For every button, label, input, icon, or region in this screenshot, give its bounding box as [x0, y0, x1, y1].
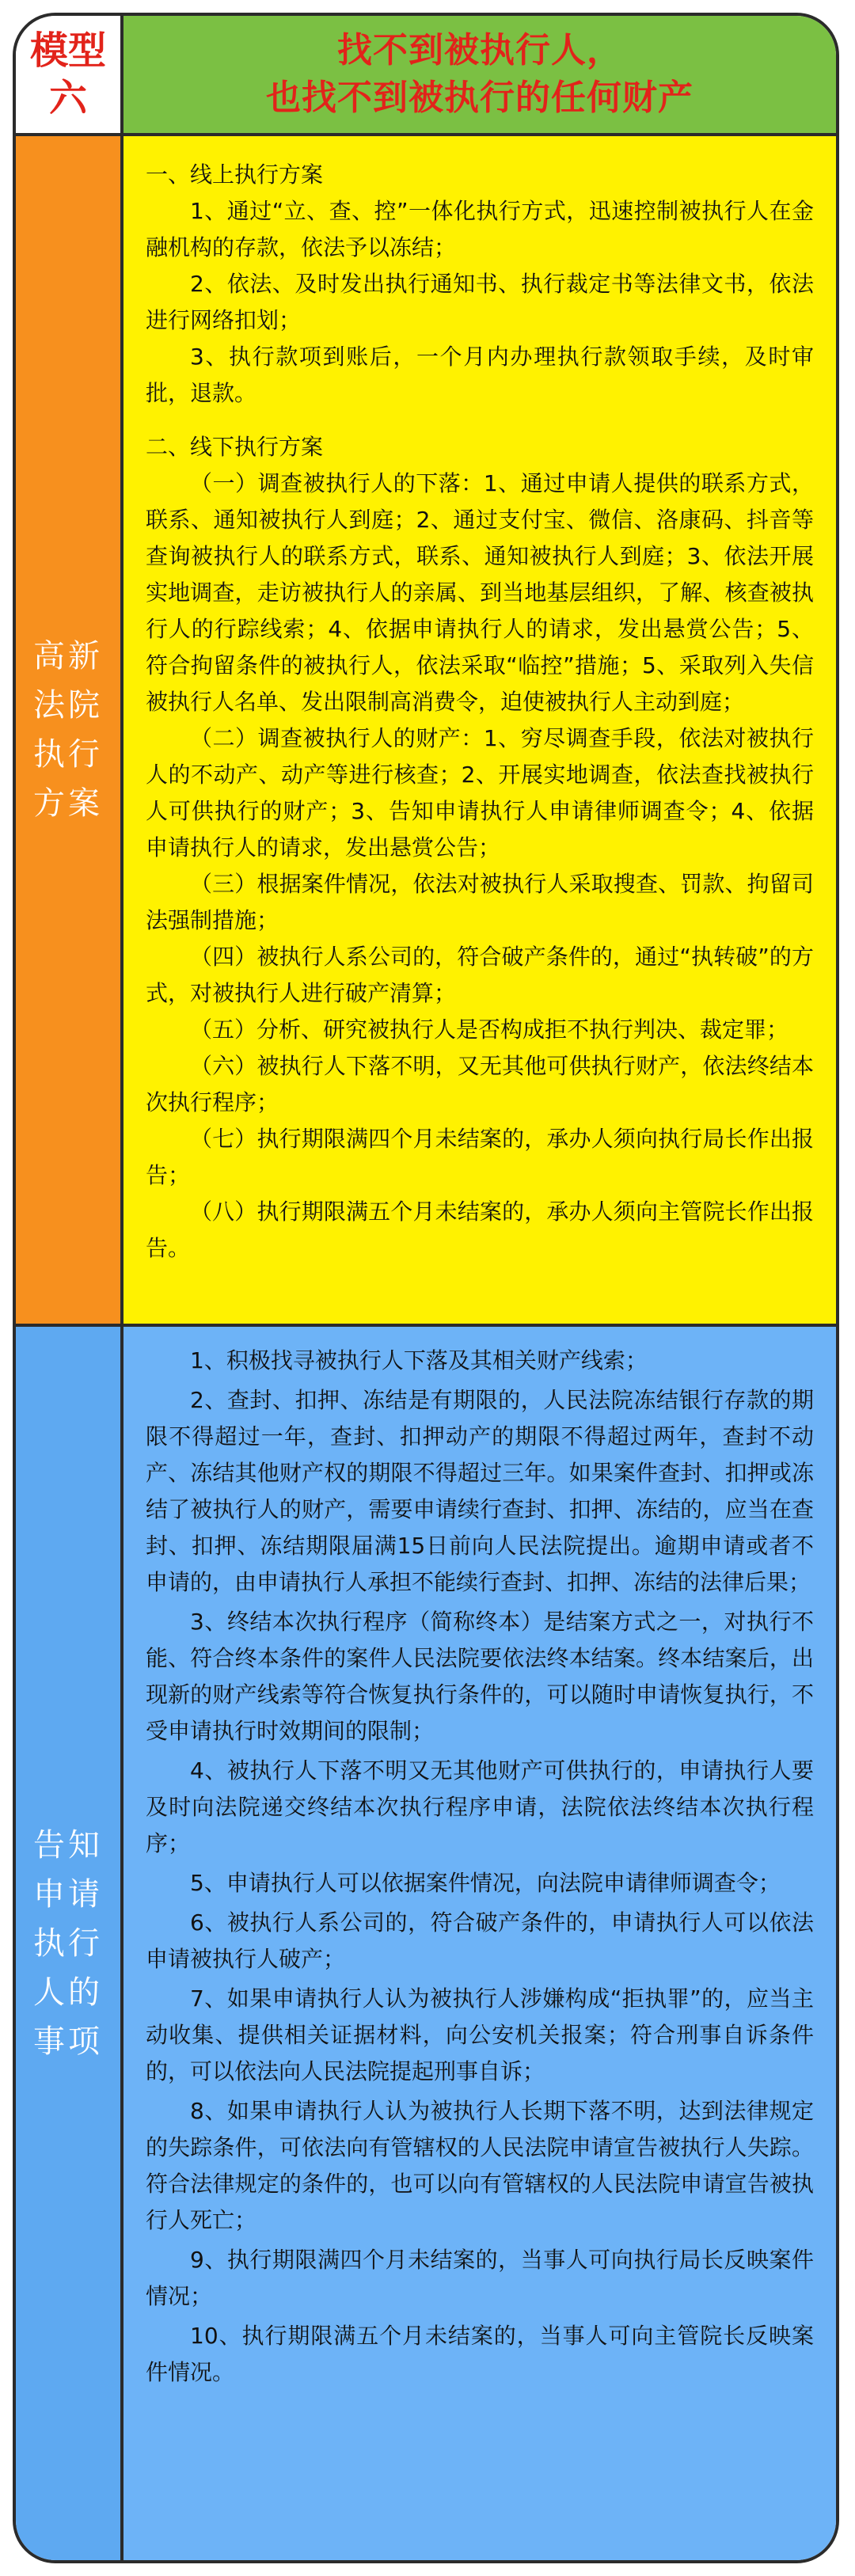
offline-plan-heading: 二、线下执行方案 — [146, 434, 324, 460]
online-plan-item: 2、依法、及时发出执行通知书、执行裁定书等法律文书，依法进行网络扣划； — [146, 271, 814, 333]
label-line: 执行 — [33, 736, 103, 773]
notice-item: 6、被执行人系公司的，符合破产条件的，申请执行人可以依法申请被执行人破产； — [146, 1909, 814, 1972]
label-line: 申请 — [33, 1876, 103, 1913]
label-line: 事项 — [33, 2023, 103, 2060]
label-line: 方案 — [33, 785, 103, 822]
notice-item: 8、如果申请执行人认为被执行人长期下落不明，达到法律规定的失踪条件，可依法向有管辖权的人民法院申请宣告被执行人失踪。符合法律规定的条件的，也可以向有管辖权的人民法院申请宣告被执行人死亡； — [146, 2098, 814, 2233]
offline-plan-item: （七）执行期限满四个月未结案的，承办人须向执行局长作出报告； — [146, 1126, 814, 1188]
notice-item: 3、终结本次执行程序（简称终本）是结案方式之一，对执行不能、符合终本条件的案件人民法院要依法终本结案。终本结案后，出现新的财产线索等符合恢复执行条件的，可以随时申请恢复执行，不受申请执行时效期间的限制； — [146, 1609, 814, 1744]
model-label-cell — [16, 16, 124, 136]
offline-plan-item: （六）被执行人下落不明，又无其他可供执行财产，依法终结本次执行程序； — [146, 1053, 814, 1115]
offline-plan-item: （五）分析、研究被执行人是否构成拒不执行判决、裁定罪； — [190, 1016, 789, 1043]
model-six-card — [13, 13, 839, 2563]
execution-plan-content — [124, 136, 836, 1327]
execution-plan-label — [33, 632, 103, 828]
notice-item: 9、执行期限满四个月未结案的，当事人可向执行局长反映案件情况； — [146, 2247, 814, 2309]
model-label-line1: 模型 — [29, 28, 106, 73]
label-line: 高新 — [33, 638, 103, 674]
notice-item: 2、查封、扣押、冻结是有期限的，人民法院冻结银行存款的期限不得超过一年，查封、扣押动产的期限不得超过两年，查封不动产、冻结其他财产权的期限不得超过三年。如果案件查封、扣押或冻结了被执行人的财产，需要申请续行查封、扣押、冻结的，应当在查封、扣押、冻结期限届满15日前向人民法院提出。逾期申请或者不申请的，由申请执行人承担不能续行查封、扣押、冻结的法律后果； — [146, 1387, 814, 1595]
model-title-line1: 找不到被执行人， — [337, 30, 622, 70]
model-title-cell — [124, 16, 836, 136]
offline-plan-item: （一）调查被执行人的下落：1、通过申请人提供的联系方式，联系、通知被执行人到庭；2、通过支付宝、微信、洛康码、抖音等查询被执行人的联系方式，联系、通知被执行人到庭；3、依法开展实地调查，走访被执行人的亲属、到当地基层组织，了解、核查被执行人的行踪线索；4、依据申请执行人的请求，发出悬赏公告；5、符合拘留条件的被执行人，依法采取“临控”措施；5、采取列入失信被执行人名单、发出限制高消费令，迫使被执行人主动到庭； — [146, 470, 814, 715]
model-label-line2: 六 — [48, 76, 87, 120]
execution-plan-label-cell — [16, 136, 124, 1327]
offline-plan-item: （四）被执行人系公司的，符合破产条件的，通过“执转破”的方式，对被执行人进行破产清算； — [146, 944, 814, 1006]
online-plan-heading: 一、线上执行方案 — [146, 161, 324, 188]
label-line: 执行 — [33, 1925, 103, 1962]
label-line: 告知 — [33, 1827, 103, 1864]
model-table — [16, 16, 836, 2560]
applicant-notice-content — [124, 1327, 836, 2560]
online-plan-item: 1、通过“立、查、控”一体化执行方式，迅速控制被执行人在金融机构的存款，依法予以冻结； — [146, 198, 814, 260]
notice-item: 10、执行期限满五个月未结案的，当事人可向主管院长反映案件情况。 — [146, 2323, 814, 2385]
offline-plan-item: （八）执行期限满五个月未结案的，承办人须向主管院长作出报告。 — [146, 1199, 814, 1261]
offline-plan-item: （三）根据案件情况，依法对被执行人采取搜查、罚款、拘留司法强制措施； — [146, 871, 814, 933]
label-line: 法院 — [33, 687, 103, 724]
notice-item: 4、被执行人下落不明又无其他财产可供执行的，申请执行人要及时向法院递交终结本次执行程序申请，法院依法终结本次执行程序； — [146, 1757, 814, 1856]
offline-plan-item: （二）调查被执行人的财产：1、穷尽调查手段，依法对被执行人的不动产、动产等进行核查；2、开展实地调查，依法查找被执行人可供执行的财产；3、告知申请执行人申请律师调查令；4、依据申请执行人的请求，发出悬赏公告； — [146, 725, 814, 861]
online-plan-item: 3、执行款项到账后，一个月内办理执行款领取手续，及时审批，退款。 — [146, 344, 814, 406]
applicant-notice-label-cell — [16, 1327, 124, 2560]
model-title-line2: 也找不到被执行的任何财产 — [266, 78, 694, 118]
notice-item: 7、如果申请执行人认为被执行人涉嫌构成“拒执罪”的，应当主动收集、提供相关证据材料，向公安机关报案；符合刑事自诉条件的，可以依法向人民法院提起刑事自诉； — [146, 1985, 814, 2084]
notice-item: 5、申请执行人可以依据案件情况，向法院申请律师调查令； — [190, 1870, 781, 1896]
label-line: 人的 — [33, 1974, 103, 2011]
applicant-notice-label — [33, 1821, 103, 2066]
notice-item: 1、积极找寻被执行人下落及其相关财产线索； — [190, 1347, 648, 1373]
